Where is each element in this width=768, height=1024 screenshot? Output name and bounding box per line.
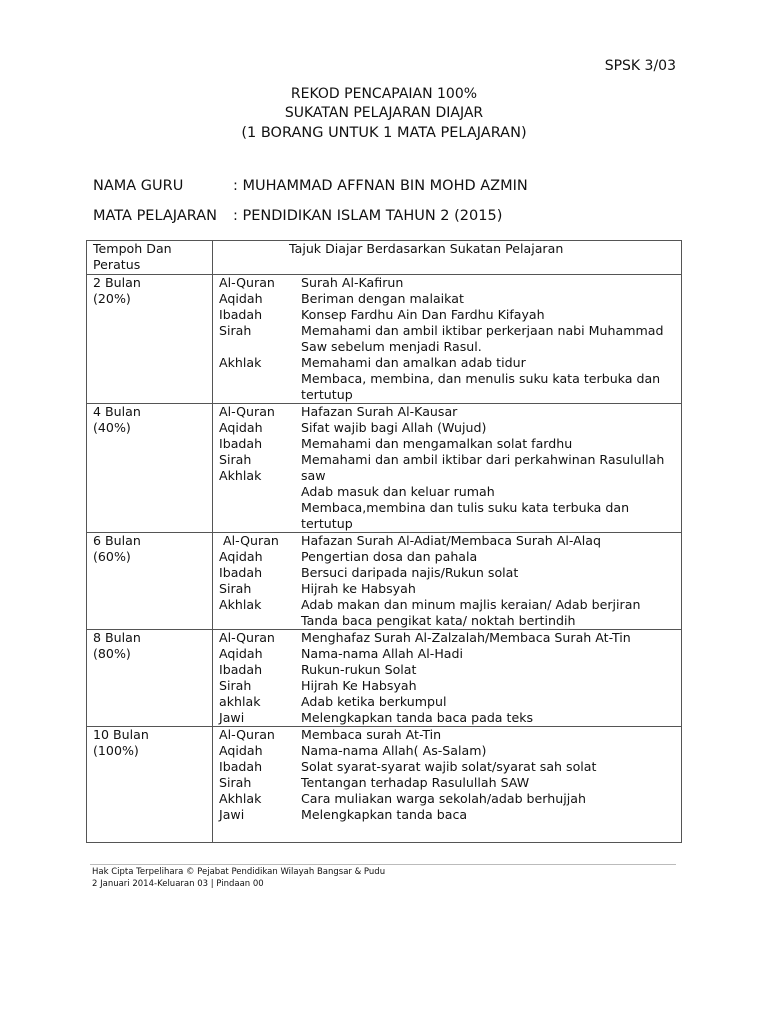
table-row: [87, 630, 682, 727]
topic-category: Ibadah: [219, 759, 263, 774]
topic-category: Al-Quran: [219, 404, 275, 419]
topic-text: Rukun-rukun Solat: [301, 662, 417, 677]
topic-text: Bersuci daripada najis/Rukun solat: [301, 565, 519, 580]
topic-line: [213, 678, 681, 694]
header-period-line-1: Tempoh Dan: [93, 241, 172, 256]
period-percent: (80%): [93, 646, 131, 661]
topic-text: Hijrah ke Habsyah: [301, 581, 416, 596]
period-cell: [87, 533, 213, 630]
topic-line: [213, 565, 681, 581]
topic-line: [213, 516, 681, 532]
topic-category: Akhlak: [219, 468, 262, 483]
topic-line: [213, 646, 681, 662]
period-label: 4 Bulan: [93, 404, 141, 419]
topic-text: Melengkapkan tanda baca pada teks: [301, 710, 534, 725]
topic-category: Ibadah: [219, 436, 263, 451]
topic-line: [213, 533, 681, 549]
period-percent: (20%): [93, 291, 131, 306]
topic-line: [213, 436, 681, 452]
topic-line: [213, 743, 681, 759]
topic-line: [213, 775, 681, 791]
topic-line: [213, 404, 681, 420]
topic-line: [213, 759, 681, 775]
topic-category: Sirah: [219, 581, 252, 596]
topic-category: Jawi: [219, 807, 245, 822]
topic-text: Adab ketika berkumpul: [301, 694, 447, 709]
topic-text: Membaca,membina dan tulis suku kata terbuka dan: [301, 500, 630, 515]
topics-cell: [213, 630, 682, 727]
topic-category: Ibadah: [219, 662, 263, 677]
table-row: [87, 404, 682, 533]
table-bottom-padding: [213, 823, 681, 842]
topic-text: Solat syarat-syarat wajib solat/syarat sah solat: [301, 759, 597, 774]
topic-text: Menghafaz Surah Al-Zalzalah/Membaca Surah At-Tin: [301, 630, 631, 645]
period-cell: [87, 404, 213, 533]
topic-category: Sirah: [219, 452, 252, 467]
topic-text: Surah Al-Kafirun: [301, 275, 404, 290]
topic-category: Al-Quran: [219, 630, 275, 645]
topic-line: [213, 613, 681, 629]
topic-text: Memahami dan ambil iktibar perkerjaan nabi Muhammad: [301, 323, 664, 338]
topic-category: Aqidah: [219, 420, 263, 435]
period-cell: [87, 630, 213, 727]
period-cell: [87, 275, 213, 404]
topic-category: Ibadah: [219, 307, 263, 322]
period-cell: [87, 727, 213, 843]
title-line-1: REKOD PENCAPAIAN 100%: [290, 86, 478, 102]
title-line-3: (1 BORANG UNTUK 1 MATA PELAJARAN): [241, 125, 527, 141]
topic-text: saw: [301, 468, 326, 483]
table-row: [87, 727, 682, 843]
topic-category: Aqidah: [219, 743, 263, 758]
topic-category: Al-Quran: [219, 533, 279, 548]
topic-category: Akhlak: [219, 791, 262, 806]
topic-category: Sirah: [219, 775, 252, 790]
topic-text: Nama-nama Allah Al-Hadi: [301, 646, 464, 661]
topic-text: Adab masuk dan keluar rumah: [301, 484, 495, 499]
topic-category: Sirah: [219, 678, 252, 693]
header-topics: Tajuk Diajar Berdasarkan Sukatan Pelajaran: [289, 241, 564, 256]
topic-category: Akhlak: [219, 355, 262, 370]
topic-line: [213, 597, 681, 613]
topic-text: Hijrah Ke Habsyah: [301, 678, 417, 693]
topic-text: Beriman dengan malaikat: [301, 291, 464, 306]
footer-copyright: Hak Cipta Terpelihara © Pejabat Pendidikan Wilayah Bangsar & Pudu: [92, 867, 386, 877]
teacher-value: : MUHAMMAD AFFNAN BIN MOHD AZMIN: [233, 178, 528, 194]
period-percent: (100%): [93, 743, 139, 758]
topic-text: Adab makan dan minum majlis keraian/ Adab berjiran: [301, 597, 641, 612]
topic-line: [213, 371, 681, 387]
period-label: 6 Bulan: [93, 533, 141, 548]
topic-text: Nama-nama Allah( As-Salam): [301, 743, 487, 758]
period-percent: (40%): [93, 420, 131, 435]
period-label: 2 Bulan: [93, 275, 141, 290]
topic-line: [213, 484, 681, 500]
topic-category: [213, 500, 301, 516]
topic-category: Aqidah: [219, 549, 263, 564]
topics-cell: [213, 404, 682, 533]
topic-text: Memahami dan ambil iktibar dari perkahwinan Rasulullah: [301, 452, 665, 467]
topic-category: Al-Quran: [219, 727, 275, 742]
topic-line: [213, 339, 681, 355]
topic-line: [213, 791, 681, 807]
topic-text: Hafazan Surah Al-Adiat/Membaca Surah Al-Alaq: [301, 533, 601, 548]
footer-divider: [90, 864, 676, 865]
topic-category: akhlak: [219, 694, 261, 709]
topic-category: Jawi: [219, 710, 245, 725]
topic-category: Al-Quran: [219, 275, 275, 290]
period-percent: (60%): [93, 549, 131, 564]
topic-text: Pengertian dosa dan pahala: [301, 549, 478, 564]
topic-category: [213, 339, 301, 355]
topics-cell: [213, 727, 682, 843]
topics-cell: [213, 275, 682, 404]
topic-line: [213, 323, 681, 339]
topic-text: Saw sebelum menjadi Rasul.: [301, 339, 482, 354]
subject-value: : PENDIDIKAN ISLAM TAHUN 2 (2015): [233, 208, 503, 224]
topics-cell: [213, 533, 682, 630]
topic-category: [213, 484, 301, 500]
teacher-row: [93, 178, 528, 194]
topic-line: [213, 581, 681, 597]
document-code: SPSK 3/03: [604, 58, 676, 74]
topic-text: tertutup: [301, 516, 353, 531]
topic-line: [213, 694, 681, 710]
topic-text: Membaca, membina, dan menulis suku kata terbuka dan: [301, 371, 661, 386]
topic-text: Konsep Fardhu Ain Dan Fardhu Kifayah: [301, 307, 545, 322]
topic-text: Tentangan terhadap Rasulullah SAW: [301, 775, 530, 790]
topic-line: [213, 387, 681, 403]
syllabus-table: [86, 240, 682, 843]
topic-text: tertutup: [301, 387, 353, 402]
topic-line: [213, 468, 681, 484]
topic-line: [213, 807, 681, 823]
topic-text: Memahami dan mengamalkan solat fardhu: [301, 436, 573, 451]
topic-text: Melengkapkan tanda baca: [301, 807, 468, 822]
topic-text: Sifat wajib bagi Allah (Wujud): [301, 420, 487, 435]
subject-row: [93, 208, 502, 224]
topic-line: [213, 420, 681, 436]
topic-line: [213, 630, 681, 646]
table-row: [87, 533, 682, 630]
footer-release: 2 Januari 2014-Keluaran 03 | Pindaan 00: [92, 879, 264, 889]
topic-line: [213, 549, 681, 565]
period-label: 10 Bulan: [93, 727, 149, 742]
period-label: 8 Bulan: [93, 630, 141, 645]
header-period-cell: [87, 241, 213, 275]
topic-line: [213, 727, 681, 743]
topic-line: [213, 452, 681, 468]
topic-category: Aqidah: [219, 291, 263, 306]
topic-line: [213, 662, 681, 678]
topic-text: Tanda baca pengikat kata/ noktah bertindih: [301, 613, 576, 628]
topic-category: [213, 371, 301, 387]
topic-line: [213, 710, 681, 726]
topic-category: [213, 613, 301, 629]
topic-line: [213, 307, 681, 323]
header-period-line-2: Peratus: [93, 257, 141, 272]
topic-category: Akhlak: [219, 597, 262, 612]
topic-text: Cara muliakan warga sekolah/adab berhujjah: [301, 791, 586, 806]
title-line-2: SUKATAN PELAJARAN DIAJAR: [284, 105, 484, 121]
header-topics-cell: [213, 241, 682, 275]
topic-category: [213, 387, 301, 403]
topic-line: [213, 275, 681, 291]
table-row: [87, 275, 682, 404]
topic-category: [213, 516, 301, 532]
topic-text: Memahami dan amalkan adab tidur: [301, 355, 526, 370]
topic-category: Sirah: [219, 323, 252, 338]
subject-label: MATA PELAJARAN: [93, 208, 217, 224]
table-header-row: [87, 241, 682, 275]
teacher-label: NAMA GURU: [93, 178, 184, 194]
topic-text: Hafazan Surah Al-Kausar: [301, 404, 458, 419]
topic-line: [213, 291, 681, 307]
topic-category: Ibadah: [219, 565, 263, 580]
topic-category: Aqidah: [219, 646, 263, 661]
topic-text: Membaca surah At-Tin: [301, 727, 442, 742]
topic-line: [213, 500, 681, 516]
topic-line: [213, 355, 681, 371]
